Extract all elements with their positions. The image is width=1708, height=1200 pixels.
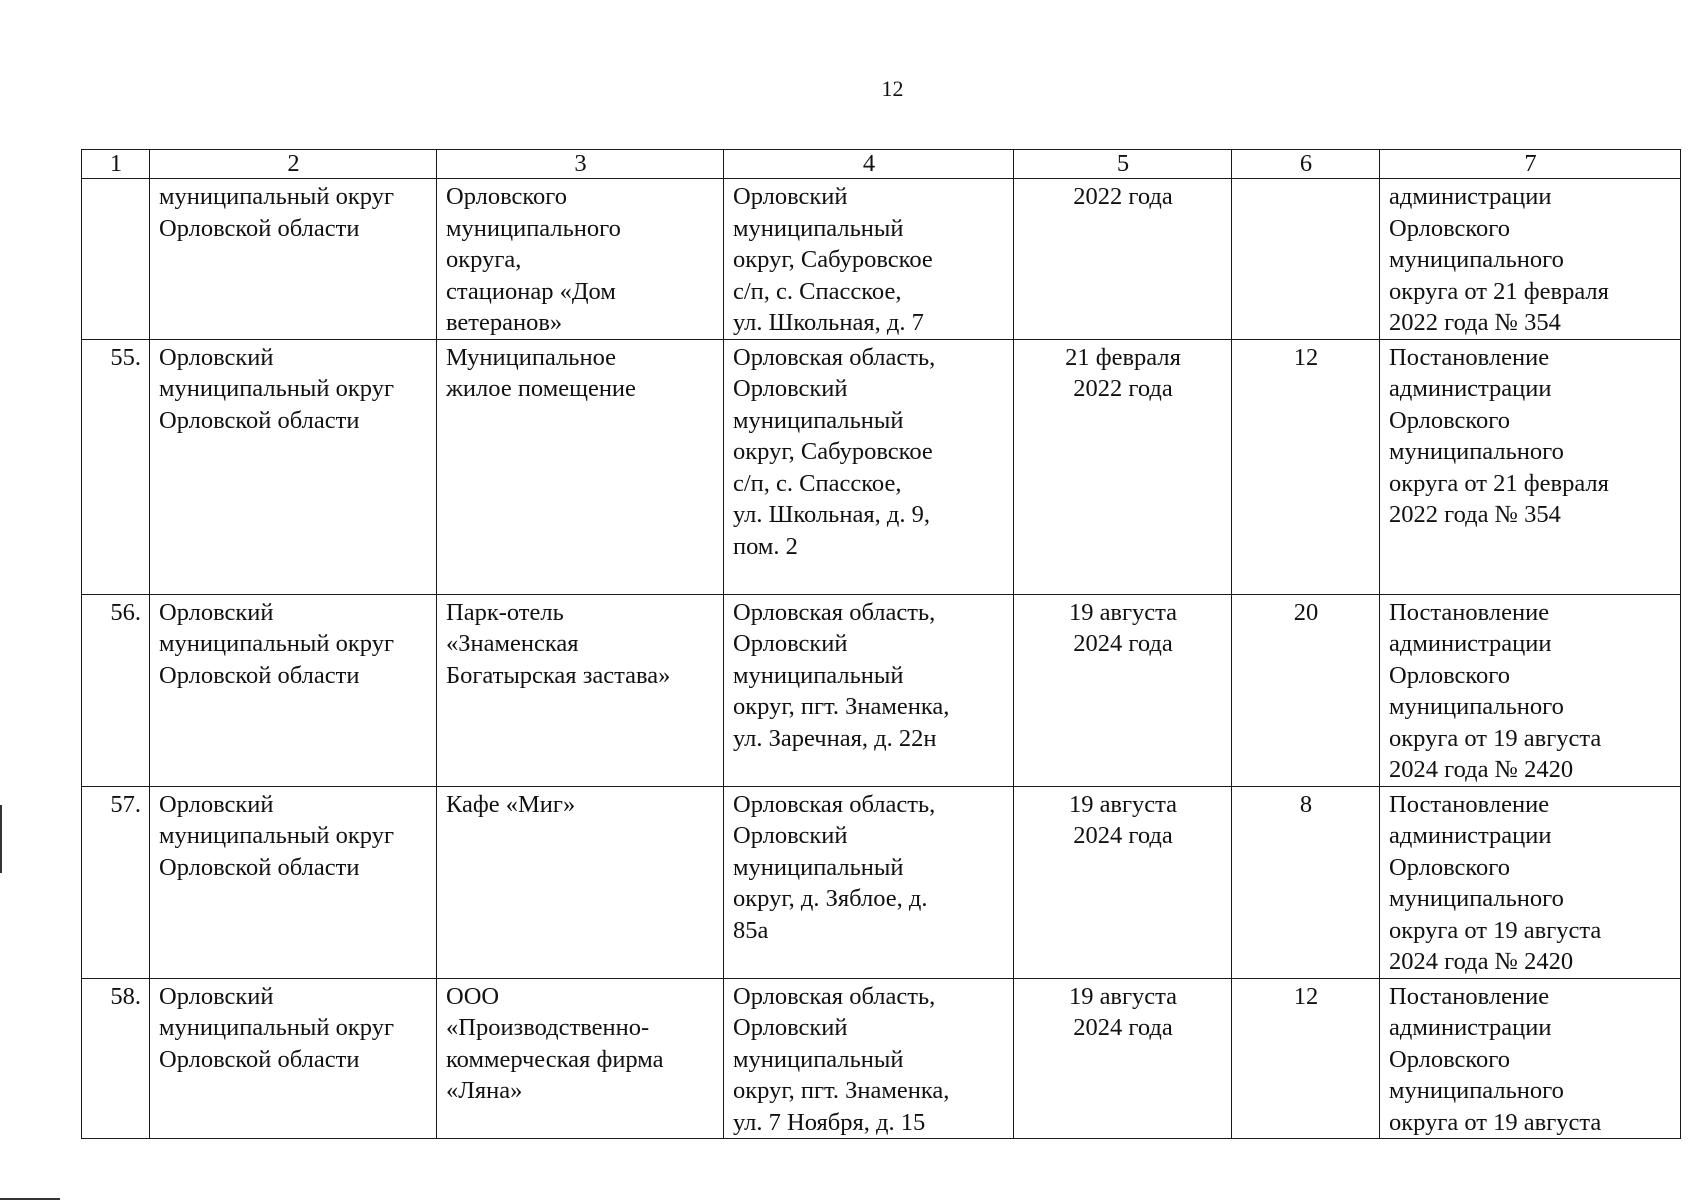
cell-line: Орловская область, [733, 343, 936, 371]
address-cell [724, 786, 1014, 978]
cell-line: округа от 19 августа [1389, 916, 1602, 944]
cell-line: Орловская область, [733, 790, 936, 818]
count-cell: 12 [1232, 978, 1380, 1139]
cell-line: Орловский [733, 1014, 848, 1041]
header-cell-1: 1 [82, 150, 150, 179]
cell-line: округ, д. Зяблое, д. [733, 885, 928, 912]
scan-margin-line [0, 805, 2, 873]
address-cell [724, 978, 1014, 1139]
cell-line: Орловская область, [733, 982, 936, 1010]
cell-line: Постановление [1389, 790, 1550, 818]
header-cell-3: 3 [437, 150, 724, 179]
cell-line: жилое помещение [446, 375, 636, 402]
cell-line: Орловского [1389, 853, 1510, 881]
cell-line: 2024 года № 2420 [1389, 756, 1574, 783]
cell-line: муниципальный округ [159, 822, 394, 849]
cell-line: Орловского [1389, 661, 1510, 689]
cell-line: муниципальный [733, 853, 904, 881]
decree-cell [1380, 179, 1681, 340]
header-cell-4: 4 [724, 150, 1014, 179]
cell-line: Богатырская застава» [446, 661, 671, 689]
municipality-cell [150, 594, 437, 786]
cell-line: Орловская область, [733, 598, 936, 626]
cell-line: муниципальный [733, 1045, 904, 1073]
cell-line: Орловский [733, 630, 848, 657]
date-cell [1014, 786, 1232, 978]
cell-line: ул. Заречная, д. 22н [733, 724, 937, 752]
cell-line: «Знаменская [446, 630, 579, 657]
date-cell [1014, 594, 1232, 786]
municipality-cell [150, 978, 437, 1139]
table-row [82, 786, 1681, 978]
cell-line: 2022 года № 354 [1389, 501, 1561, 528]
date-cell [1014, 179, 1232, 340]
cell-line: 19 августа [1068, 982, 1178, 1010]
cell-line: Орловский [733, 183, 848, 210]
cell-line: Постановление [1389, 343, 1550, 371]
object-name-cell [437, 179, 724, 340]
cell-line: Орловский [159, 790, 274, 818]
cell-line: администрации [1389, 822, 1552, 849]
cell-line: муниципального [1389, 1077, 1564, 1104]
cell-line: ООО [446, 982, 500, 1010]
cell-line: муниципального [1389, 438, 1564, 465]
cell-line: 2022 года [1073, 183, 1173, 210]
row-number [82, 179, 150, 340]
decree-cell [1380, 978, 1681, 1139]
cell-line: Орловского [446, 183, 567, 210]
cell-line: муниципальный округ [159, 630, 394, 657]
address-cell [724, 179, 1014, 340]
cell-line: муниципального [1389, 246, 1564, 273]
cell-line: муниципальный [733, 661, 904, 689]
cell-line: коммерческая фирма [446, 1045, 664, 1073]
count-cell: 8 [1232, 786, 1380, 978]
cell-line: Постановление [1389, 982, 1550, 1010]
cell-line: округ, Сабуровское [733, 246, 933, 273]
table-row [82, 978, 1681, 1139]
cell-line: стационар «Дом [446, 277, 616, 305]
cell-line: муниципального [1389, 885, 1564, 912]
cell-line: 19 августа [1068, 790, 1178, 818]
cell-line: округ, пгт. Знаменка, [733, 1077, 950, 1104]
cell-line: пом. 2 [733, 532, 798, 560]
row-number: 58. [82, 978, 150, 1139]
cell-line: Кафе «Миг» [446, 790, 576, 818]
cell-line: муниципальный округ [159, 375, 394, 402]
cell-line: с/п, с. Спасское, [733, 469, 902, 497]
cell-line: Орловской области [159, 661, 360, 689]
table-header [82, 150, 1681, 179]
cell-line: округа от 19 августа [1389, 724, 1602, 752]
municipality-cell [150, 786, 437, 978]
object-name-cell [437, 594, 724, 786]
cell-line: Орловской области [159, 853, 360, 881]
address-cell [724, 594, 1014, 786]
cell-line: ул. Школьная, д. 9, [733, 501, 930, 528]
cell-line: Орловского [1389, 214, 1510, 242]
cell-line: округ, Сабуровское [733, 438, 933, 465]
cell-line: округ, пгт. Знаменка, [733, 693, 950, 720]
cell-line: 2022 года № 354 [1389, 309, 1561, 336]
table-row [82, 594, 1681, 786]
header-cell-2: 2 [150, 150, 437, 179]
cell-line: 85а [733, 916, 769, 944]
cell-line: Орловского [1389, 1045, 1510, 1073]
object-name-cell [437, 339, 724, 594]
cell-line: 2024 года [1073, 630, 1173, 657]
cell-line: 19 августа [1068, 598, 1178, 626]
row-number: 55. [82, 339, 150, 594]
cell-line: Орловской области [159, 214, 360, 242]
table-row [82, 339, 1681, 594]
cell-line: округа от 19 августа [1389, 1108, 1602, 1136]
cell-line: ул. 7 Ноября, д. 15 [733, 1108, 926, 1136]
object-name-cell [437, 786, 724, 978]
cell-line: администрации [1389, 630, 1552, 657]
cell-line: муниципальный [733, 406, 904, 434]
cell-line: муниципального [446, 214, 621, 242]
cell-line: 2024 года [1073, 1014, 1173, 1041]
count-cell: 12 [1232, 339, 1380, 594]
row-number: 56. [82, 594, 150, 786]
cell-line: муниципального [1389, 693, 1564, 720]
cell-line: Орловский [733, 375, 848, 402]
cell-line: Орловской области [159, 406, 360, 434]
decree-cell [1380, 594, 1681, 786]
header-cell-7: 7 [1380, 150, 1681, 179]
cell-line: Муниципальное [446, 343, 617, 371]
cell-line: округа от 21 февраля [1389, 277, 1609, 305]
object-name-cell [437, 978, 724, 1139]
cell-line: Орловского [1389, 406, 1510, 434]
cell-line: Орловской области [159, 1045, 360, 1073]
header-cell-5: 5 [1014, 150, 1232, 179]
cell-line: «Производственно- [446, 1014, 650, 1041]
cell-line: Парк-отель [446, 598, 564, 626]
cell-line: «Ляна» [446, 1077, 523, 1104]
cell-line: администрации [1389, 375, 1552, 402]
page-number: 12 [881, 76, 904, 101]
cell-line: муниципальный округ [159, 183, 394, 210]
registry-table [81, 149, 1681, 1139]
date-cell [1014, 339, 1232, 594]
cell-line: ул. Школьная, д. 7 [733, 309, 924, 336]
cell-line: 2024 года № 2420 [1389, 948, 1574, 975]
header-cell-6: 6 [1232, 150, 1380, 179]
cell-line: 2022 года [1073, 375, 1173, 402]
cell-line: Орловский [159, 343, 274, 371]
municipality-cell [150, 339, 437, 594]
cell-line: Орловский [733, 822, 848, 849]
cell-line: с/п, с. Спасское, [733, 277, 902, 305]
decree-cell [1380, 786, 1681, 978]
cell-line: ветеранов» [446, 309, 563, 336]
row-number: 57. [82, 786, 150, 978]
date-cell [1014, 978, 1232, 1139]
cell-line: округа, [446, 246, 522, 273]
count-cell: 20 [1232, 594, 1380, 786]
address-cell [724, 339, 1014, 594]
decree-cell [1380, 339, 1681, 594]
cell-line: администрации [1389, 1014, 1552, 1041]
header-row [82, 150, 1681, 179]
cell-line: 21 февраля [1065, 343, 1181, 371]
cell-line: Орловский [159, 982, 274, 1010]
cell-line: муниципальный округ [159, 1014, 394, 1041]
cell-line: Постановление [1389, 598, 1550, 626]
cell-line: администрации [1389, 183, 1552, 210]
count-cell [1232, 179, 1380, 340]
cell-line: 2024 года [1073, 822, 1173, 849]
cell-line: муниципальный [733, 214, 904, 242]
cell-line: Орловский [159, 598, 274, 626]
municipality-cell [150, 179, 437, 340]
cell-line: округа от 21 февраля [1389, 469, 1609, 497]
table-row [82, 179, 1681, 340]
